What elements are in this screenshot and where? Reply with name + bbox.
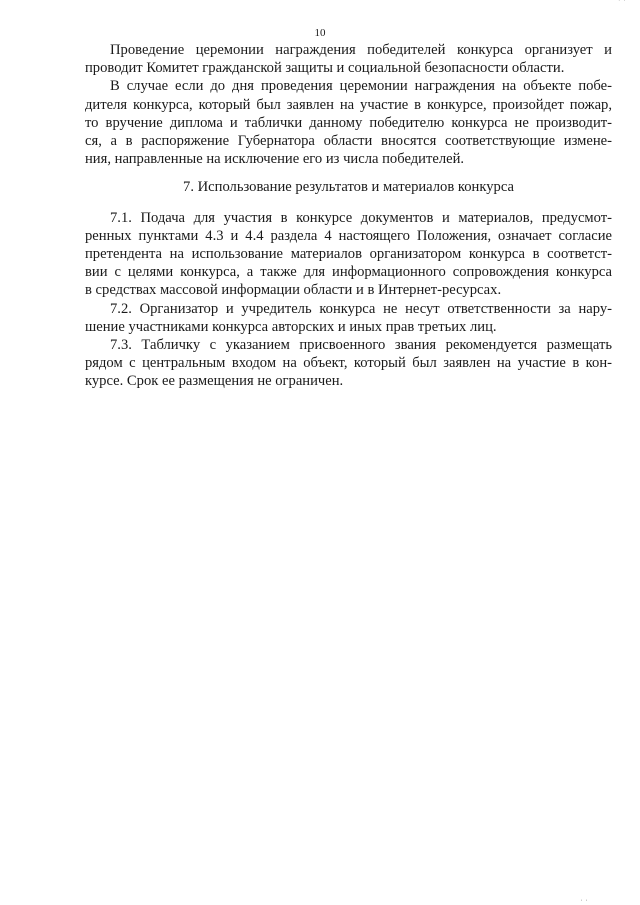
scan-mark-top-right: ˙ ˙ — [617, 0, 626, 8]
text-line: ся, а в распоряжение Губернатора области вносятся соответствующие измене- — [85, 133, 612, 150]
text-line: в средствах массовой информации области и в Интернет-ресурсах. — [85, 282, 502, 299]
text-line: 7.3. Табличку с указанием присвоенного звания рекомендуется размещать — [110, 337, 612, 354]
section-heading: 7. Использование результатов и материалов конкурса — [183, 179, 514, 196]
text-line: шение участниками конкурса авторских и иных прав третьих лиц. — [85, 318, 497, 335]
paragraph-7-2 — [85, 300, 612, 336]
paragraph-fire-exclusion — [85, 77, 612, 168]
document-body — [85, 41, 612, 391]
text-line: Проведение церемонии награждения победителей конкурса организует и — [110, 42, 612, 58]
text-line: то вручение диплома и таблички данному победителю конкурса не производит- — [85, 114, 612, 131]
text-line: вии с целями конкурса, а также для информационного сопровождения конкурса — [85, 264, 612, 281]
paragraph-7-3 — [85, 336, 612, 391]
text-line: В случае если до дня проведения церемонии награждения на объекте побе- — [110, 78, 612, 95]
text-line: курсе. Срок ее размещения не ограничен. — [85, 373, 344, 390]
text-line: 7.1. Подача для участия в конкурсе документов и материалов, предусмот- — [110, 209, 612, 226]
paragraph-ceremony-organizer — [85, 41, 612, 77]
text-line: дителя конкурса, который был заявлен на участие в конкурсе, произойдет пожар, — [85, 96, 612, 113]
paragraph-7-1 — [85, 209, 612, 300]
text-line: 7.2. Организатор и учредитель конкурса не несут ответственности за нару- — [110, 300, 612, 317]
text-line: ния, направленные на исключение его из числа победителей. — [85, 151, 465, 168]
text-line: ренных пунктами 4.3 и 4.4 раздела 4 настоящего Положения, означает согласие — [85, 227, 612, 244]
scan-mark-bottom-right: ˌ ˌ — [579, 891, 588, 901]
text-line: проводит Комитет гражданской защиты и социальной безопасности области. — [85, 60, 565, 77]
text-line: претендента на использование материалов организатором конкурса в соответст- — [85, 246, 612, 263]
text-line: рядом с центральным входом на объект, который был заявлен на участие в кон- — [85, 355, 612, 372]
page-number: 10 — [314, 27, 326, 39]
